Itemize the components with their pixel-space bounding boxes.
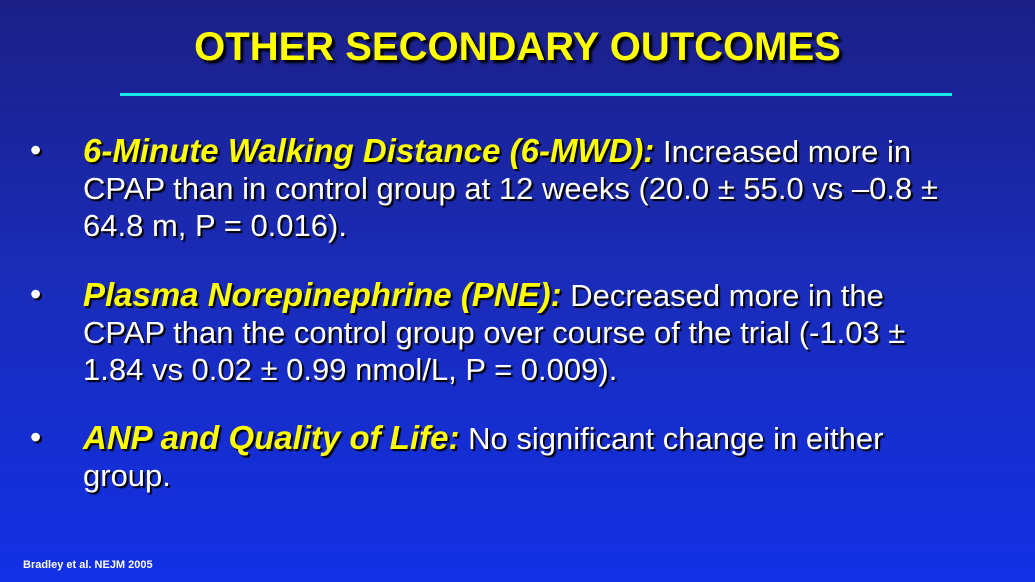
bullet-heading: Plasma Norepinephrine (PNE): [83,276,562,313]
bullet-heading: ANP and Quality of Life: [83,419,460,456]
bullet-body: Decreased more in the CPAP than the control group over course of the trial (-1.03 ± 1.84 vs 0.02 ± 0.99 nmol/L, P = 0.009). [83,278,906,387]
bullet-content [83,132,963,244]
bullet-marker: • [30,419,42,455]
bullet-marker: • [30,276,42,312]
bullet-body: No significant change in either group. [83,421,884,493]
slide-title: OTHER SECONDARY OUTCOMES [194,25,841,69]
bullet-content [83,276,963,388]
bullet-heading: 6-Minute Walking Distance (6-MWD): [83,132,655,169]
bullet-marker: • [30,132,42,168]
citation-footnote: Bradley et al. NEJM 2005 [23,559,153,571]
bullet-content [83,419,963,494]
bullet-body: Increased more in CPAP than in control group at 12 weeks (20.0 ± 55.0 vs –0.8 ± 64.8 m, P = 0.016). [83,134,938,243]
